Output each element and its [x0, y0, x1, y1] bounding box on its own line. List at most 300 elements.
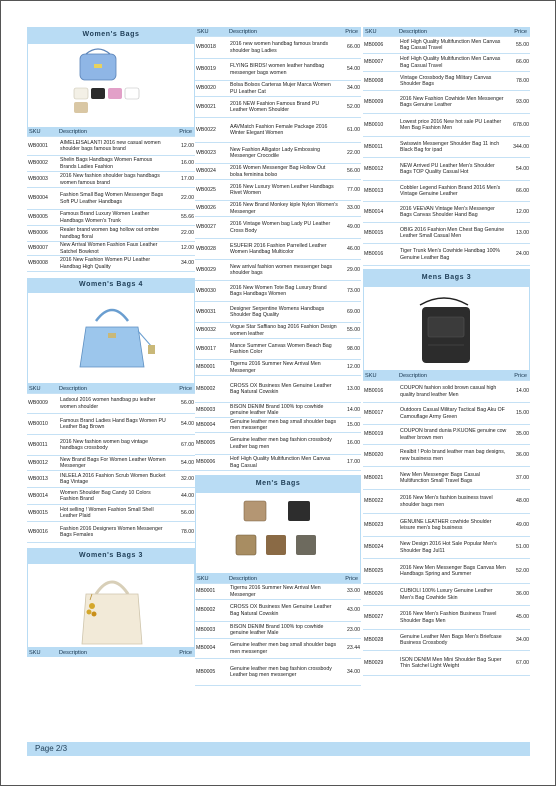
- table-header: [27, 384, 195, 393]
- sku-cell: MB0001: [195, 584, 229, 600]
- table-row: [363, 467, 530, 490]
- description-cell: AAVMatch Fashion Female Package 2016 Winter Elegant Women: [229, 118, 339, 143]
- sku-cell: MB0014: [363, 202, 399, 223]
- sku-header: SKU: [365, 372, 377, 379]
- table-row: [27, 256, 195, 272]
- sku-cell: WB0020: [195, 81, 229, 97]
- description-cell: Vintage Crossbody Bag Military Canvas Shoulder Bags: [399, 72, 508, 91]
- price-cell: 67.00: [508, 651, 530, 676]
- price-cell: 54.00: [171, 456, 195, 471]
- table-header: [363, 371, 530, 380]
- sku-cell: WB0013: [27, 471, 59, 488]
- sku-cell: MB0003: [195, 622, 229, 639]
- description-cell: Genuine leather men bag small shoulder bags men messenger: [229, 418, 339, 433]
- sku-cell: MB0026: [363, 584, 399, 606]
- rows-mens-bags-3: [363, 381, 530, 676]
- section-title-women-bags: Women's Bags: [27, 27, 195, 43]
- description-cell: Famous Brand Ladies Hand Bags Women PU Leather Bag Brown: [59, 414, 171, 435]
- price-cell: 56.00: [171, 394, 195, 414]
- page-footer: [27, 742, 530, 756]
- description-cell: AIMELEISALANTI 2016 new casual women shoulder bags famous brand: [59, 137, 171, 156]
- rows-women-bags-4: [27, 394, 195, 543]
- price-header: Price: [514, 28, 527, 35]
- description-cell: 2016 Women Messenger Bag Hollow Out bolsa feminina bolso: [229, 164, 339, 180]
- price-cell: 52.00: [339, 97, 361, 118]
- description-header: Description: [59, 385, 87, 392]
- sku-cell: MB0008: [363, 72, 399, 91]
- price-cell: 44.00: [171, 488, 195, 505]
- sku-cell: WB0028: [195, 239, 229, 260]
- description-cell: CUBIOLI 100% Luxury Genuine Leather Men's Bag Cowhide Skin: [399, 584, 508, 606]
- table-row: [27, 394, 195, 414]
- description-cell: Hot! High Quality Multifunction Men Canvas Bag Casual: [229, 455, 339, 471]
- description-cell: Tigernu 2016 Summer New Arrival Men Messenger: [229, 584, 339, 600]
- description-header: Description: [229, 28, 257, 35]
- table-row: [363, 54, 530, 72]
- description-cell: 2016 New Women Tote Bag Luxury Brand Bags Handbags Women: [229, 281, 339, 302]
- product-photo-women-bags: [27, 43, 195, 128]
- description-cell: Cobbler Legend Fashion Brand 2016 Men's Vintage Genuine Leather: [399, 181, 508, 202]
- price-cell: 15.00: [339, 418, 361, 433]
- price-cell: 33.00: [339, 584, 361, 600]
- description-cell: Realer brand women bag hollow out ombre handbag floral: [59, 226, 171, 242]
- sku-header: SKU: [197, 28, 209, 35]
- table-row: [195, 339, 361, 360]
- table-row: [195, 360, 361, 376]
- price-cell: 22.00: [339, 143, 361, 164]
- sku-cell: MB0002: [195, 376, 229, 403]
- sku-cell: MB0010: [363, 114, 399, 137]
- description-cell: Genuine leather men bag fashion crossbody Leather bag men: [229, 433, 339, 455]
- price-cell: 43.00: [339, 600, 361, 622]
- description-cell: Women Shoulder Bag Candy 10 Colors Fashion Brand: [59, 488, 171, 505]
- price-cell: 55.66: [171, 210, 195, 226]
- description-cell: New Fashion Alligator Lady Embossing Messenger Crocodile: [229, 143, 339, 164]
- description-cell: Lowest price 2016 New hot sale PU Leather Men Bag Fashion Men: [399, 114, 508, 137]
- sku-cell: WB0007: [27, 242, 59, 256]
- description-cell: Shelin Bags Handbags Women Famous Brands Ladies Fashion: [59, 156, 171, 172]
- table-row: [363, 403, 530, 425]
- price-cell: 37.00: [508, 467, 530, 490]
- price-cell: 12.00: [508, 202, 530, 223]
- table-row: [27, 242, 195, 256]
- price-cell: 78.00: [508, 72, 530, 91]
- price-cell: 66.00: [508, 181, 530, 202]
- description-cell: Realbit ! Polo brand leather man bag designs, new business men: [399, 445, 508, 467]
- table-row: [363, 630, 530, 651]
- sku-cell: MB0009: [363, 91, 399, 114]
- table-mens-bags: [195, 583, 361, 686]
- sku-cell: WB0017: [195, 339, 229, 360]
- price-cell: 54.00: [171, 414, 195, 435]
- description-header: Description: [399, 28, 427, 35]
- sku-cell: MB0022: [363, 490, 399, 514]
- table-row: [363, 114, 530, 137]
- description-cell: New Arrival Women Fashion Faux Leather Satchel Bowknot: [59, 242, 171, 256]
- sku-cell: WB0011: [27, 435, 59, 456]
- sku-cell: MB0002: [195, 600, 229, 622]
- section-title-mens-bags-3: Mens Bags 3: [363, 269, 530, 286]
- description-cell: NEW Arrived PU Leather Men's Shoulder Bags TOP Quality Casual Hot: [399, 158, 508, 181]
- sku-cell: WB0018: [195, 37, 229, 59]
- price-cell: 51.00: [508, 537, 530, 559]
- description-cell: 2016 New Men's fashion business travel shoulder bags men: [399, 490, 508, 514]
- description-cell: Vogue Star Saffiano bag 2016 Fashion Design women leather: [229, 323, 339, 339]
- price-cell: 56.00: [171, 505, 195, 522]
- price-cell: 29.00: [339, 260, 361, 281]
- column-1: [27, 27, 195, 657]
- section-title-women-bags-4: Women's Bags 4: [27, 278, 195, 292]
- description-cell: Designer Serpentine Womens Handbags Shoulder Bag Quality: [229, 302, 339, 323]
- sku-cell: MB0027: [363, 606, 399, 630]
- table-row: [195, 239, 361, 260]
- price-cell: 77.00: [339, 180, 361, 201]
- price-cell: 66.00: [508, 54, 530, 72]
- price-cell: 55.00: [508, 37, 530, 54]
- table-row: [195, 260, 361, 281]
- price-cell: 678.00: [508, 114, 530, 137]
- description-header: Description: [399, 372, 427, 379]
- table-row: [195, 622, 361, 639]
- section-title-mens-bags: Men's Bags: [195, 475, 361, 492]
- price-cell: 17.00: [339, 455, 361, 471]
- description-cell: Hot selling ! Women Fashion Small Shell Leather Plaid: [59, 505, 171, 522]
- table-row: [195, 180, 361, 201]
- description-cell: Bolsa Bolsos Carteras Mujer Marca Women PU Leather Cat: [229, 81, 339, 97]
- rows-mens-bags: [195, 584, 361, 686]
- table-row: [195, 281, 361, 302]
- description-cell: Genuine leather men bag fashion crossbody Leather bag men messenger: [229, 659, 339, 686]
- sku-cell: MB0003: [195, 403, 229, 418]
- description-header: Description: [229, 575, 257, 582]
- price-header: Price: [179, 129, 192, 135]
- table-row: [363, 158, 530, 181]
- table-row: [27, 137, 195, 156]
- table-row: [195, 418, 361, 433]
- description-cell: 2016 New Brand Monkey kiple Nylon Women's Messenger: [230, 202, 338, 215]
- description-cell: Fashion 2016 Designers Women Messenger Bags Females: [59, 522, 171, 543]
- price-cell: 23.44: [339, 639, 361, 659]
- sku-cell: WB0029: [195, 260, 229, 281]
- price-cell: 55.00: [339, 323, 361, 339]
- table-row: [27, 188, 195, 210]
- table-row: [363, 584, 530, 606]
- table-row: [363, 137, 530, 158]
- sku-cell: MB0023: [363, 514, 399, 537]
- description-cell: 2016 new women handbag famous brands shoulder bag Ladies: [229, 37, 339, 59]
- description-cell: COUPON brand dunia P.KUONE genuine cow leather brown men: [399, 425, 508, 445]
- price-cell: 34.00: [339, 659, 361, 686]
- sku-cell: WB0010: [27, 414, 59, 435]
- table-row: [363, 559, 530, 584]
- sku-cell: MB0028: [363, 630, 399, 651]
- sku-cell: WB0014: [27, 488, 59, 505]
- price-cell: 15.00: [508, 403, 530, 425]
- sku-cell: WB0009: [27, 394, 59, 414]
- sku-header: SKU: [197, 575, 209, 582]
- sku-cell: WB0004: [27, 188, 59, 210]
- price-cell: 17.00: [171, 172, 195, 188]
- table-row: [27, 522, 195, 543]
- table-row: [195, 600, 361, 622]
- sku-cell: WB0021: [195, 97, 229, 118]
- sku-cell: MB0006: [363, 37, 399, 54]
- price-cell: 36.00: [508, 445, 530, 467]
- table-header: [363, 27, 530, 36]
- description-cell: Mance Summer Canvas Women Beach Bag Fashion Color: [229, 339, 339, 360]
- sku-cell: MB0006: [195, 455, 229, 471]
- table-row: [195, 217, 361, 239]
- description-cell: Tiger Trunk Men's Cowhide Handbag 100% Genuine Leather Bag: [399, 244, 508, 266]
- table-row: [195, 59, 361, 81]
- sku-cell: MB0019: [363, 425, 399, 445]
- description-cell: BISON DENIM Brand 100% top cowhide genuine leather Male: [229, 403, 339, 418]
- table-row: [363, 181, 530, 202]
- table-row: [27, 488, 195, 505]
- description-cell: 2016 New Fashion Cowhide Men Messenger Bags Genuine Leather: [399, 91, 508, 114]
- table-row: [195, 97, 361, 118]
- price-header: Price: [179, 385, 192, 392]
- table-row: [27, 435, 195, 456]
- table-row: [195, 403, 361, 418]
- price-cell: 93.00: [508, 91, 530, 114]
- price-cell: 12.00: [339, 360, 361, 376]
- table-mens-bags-3: [363, 380, 530, 676]
- price-cell: 49.00: [339, 217, 361, 239]
- description-cell: FLYING BIRDS! women leather handbag messenger bags women: [229, 59, 339, 81]
- sku-cell: WB0012: [27, 456, 59, 471]
- table-women-bags: [27, 136, 195, 272]
- table-row: [27, 456, 195, 471]
- table-row: [27, 505, 195, 522]
- price-cell: 13.00: [508, 223, 530, 244]
- sku-cell: WB0008: [27, 256, 59, 272]
- table-row: [27, 156, 195, 172]
- table-row: [195, 302, 361, 323]
- price-cell: 12.00: [171, 242, 195, 256]
- price-cell: 45.00: [508, 606, 530, 630]
- price-cell: 56.00: [339, 164, 361, 180]
- table-row: [195, 37, 361, 59]
- price-cell: 344.00: [508, 137, 530, 158]
- price-cell: 16.00: [339, 433, 361, 455]
- sku-cell: MB0024: [363, 537, 399, 559]
- price-cell: 24.00: [508, 244, 530, 266]
- table-row: [195, 201, 361, 217]
- table-row: [363, 202, 530, 223]
- table-row: [363, 425, 530, 445]
- sku-cell: MB0004: [195, 418, 229, 433]
- table-row: [195, 143, 361, 164]
- description-cell: Outdoors Casual Military Tactical Bag Aku OF Camouflage Army Green: [399, 403, 508, 425]
- description-cell: Famous Brand Luxury Women Leather Handbags Women's Trunk: [59, 210, 171, 226]
- rows-col2-a: [195, 37, 361, 471]
- description-cell: BISON DENIM Brand 100% top cowhide genuine leather Male: [229, 622, 339, 639]
- sku-cell: WB0019: [195, 59, 229, 81]
- price-cell: 61.00: [339, 118, 361, 143]
- table-row: [27, 210, 195, 226]
- sku-cell: WB0027: [195, 217, 229, 239]
- table-row: [363, 606, 530, 630]
- description-cell: 2016 New Men's Fashion Business Travel Shoulder Bags Men: [399, 606, 508, 630]
- price-cell: 52.00: [508, 559, 530, 584]
- price-cell: 34.00: [508, 630, 530, 651]
- price-cell: 67.00: [171, 435, 195, 456]
- product-photo-mens-bags: [195, 492, 361, 574]
- rows-col3-a: [363, 37, 530, 266]
- price-cell: 13.00: [339, 376, 361, 403]
- price-cell: 46.00: [339, 239, 361, 260]
- table-row: [195, 659, 361, 686]
- table-row: [195, 323, 361, 339]
- description-cell: Hot! High Quality Multifunction Men Canvas Bag Casual Travel: [399, 37, 508, 54]
- price-cell: 66.00: [339, 37, 361, 59]
- table-row: [195, 584, 361, 600]
- table-row: [195, 81, 361, 97]
- description-cell: 2016 NEW Fashion Famous Brand PU Leather Women Shoulder: [229, 97, 339, 118]
- description-cell: Genuine leather men bag small shoulder bags men messenger: [229, 639, 339, 659]
- sku-cell: MB0025: [363, 559, 399, 584]
- price-cell: 22.00: [171, 188, 195, 210]
- price-cell: 16.00: [171, 156, 195, 172]
- description-cell: Hot! High Quality Multifunction Men Canvas Bag Casual Travel: [399, 54, 508, 72]
- description-cell: 2016 New Men Messenger Bags Canvas Men Handbags Spring and Summer: [399, 559, 508, 584]
- sku-cell: WB0006: [27, 226, 59, 242]
- sku-cell: WB0002: [27, 156, 59, 172]
- table-row: [363, 490, 530, 514]
- sku-cell: WB0032: [195, 323, 229, 339]
- sku-cell: WB0016: [27, 522, 59, 543]
- table-row: [363, 445, 530, 467]
- price-header: Price: [345, 28, 358, 35]
- sku-header: SKU: [29, 385, 41, 392]
- sku-cell: WB0022: [195, 118, 229, 143]
- table-row: [363, 537, 530, 559]
- price-cell: 12.00: [171, 137, 195, 156]
- price-cell: 54.00: [339, 59, 361, 81]
- table-women-bags-4: [27, 393, 195, 543]
- table-row: [195, 433, 361, 455]
- description-header: Description: [59, 129, 87, 135]
- sku-cell: MB0029: [363, 651, 399, 676]
- table-mens-bags-continued: [363, 36, 530, 266]
- sku-header: SKU: [29, 129, 41, 135]
- sku-cell: MB0005: [195, 433, 229, 455]
- table-row: [27, 172, 195, 188]
- description-cell: New Men Messenger Bags Casual Multifunction Small Travel Bags: [399, 467, 508, 490]
- table-row: [363, 91, 530, 114]
- description-cell: 2016 Vintage Women bag Lady PU Leather Cross Body: [229, 217, 339, 239]
- description-cell: OBIG 2016 Fashion Men Chest Bag Genuine Leather Small Casual Men: [399, 223, 508, 244]
- description-cell: 2016 New Fashion Women PU Leather Handbag High Quality: [59, 256, 171, 272]
- table-header: [27, 128, 195, 136]
- sku-header: SKU: [29, 649, 41, 656]
- price-cell: 36.00: [508, 584, 530, 606]
- table-row: [363, 651, 530, 676]
- table-row: [363, 381, 530, 403]
- table-row: [27, 471, 195, 488]
- table-row: [27, 414, 195, 435]
- sku-cell: MB0011: [363, 137, 399, 158]
- sku-cell: WB0025: [195, 180, 229, 201]
- price-cell: 69.00: [339, 302, 361, 323]
- sku-cell: MB0016: [363, 381, 399, 403]
- price-cell: 98.00: [339, 339, 361, 360]
- column-3: [363, 27, 530, 676]
- description-cell: Swisswin Messenger Shoulder Bag 11 inch Black Bag for ipad: [399, 137, 508, 158]
- description-cell: 2016 New fashion women bag vintage handbags crossbody: [59, 435, 171, 456]
- section-title-women-bags-3: Women's Bags 3: [27, 548, 195, 563]
- sku-cell: MB0012: [363, 158, 399, 181]
- sku-cell: MB0005: [195, 659, 229, 686]
- description-cell: Fashion Small Bag Women Messenger Bags Soft PU Leather Handbags: [59, 188, 171, 210]
- description-header: Description: [59, 649, 87, 656]
- description-cell: ISON DENIM Men Mini Shoulder Bag Super Thin Satchel Light Weight: [399, 651, 508, 676]
- page-number: Page 2/3: [35, 744, 68, 753]
- sku-cell: MB0017: [363, 403, 399, 425]
- table-row: [363, 514, 530, 537]
- price-cell: 23.00: [339, 622, 361, 639]
- product-photo-blue-handbag: [27, 292, 195, 384]
- price-cell: 32.00: [171, 471, 195, 488]
- sku-cell: WB0023: [195, 143, 229, 164]
- table-header: [195, 27, 361, 36]
- sku-cell: WB0001: [27, 137, 59, 156]
- description-cell: INLEELA 2016 Fashion Scrub Women Bucket Bag Vintage: [59, 471, 171, 488]
- sku-cell: WB0026: [195, 201, 229, 217]
- price-cell: 35.00: [508, 425, 530, 445]
- description-cell: Ladsoul 2016 women handbag pu leather women shoulder: [59, 394, 171, 414]
- price-cell: 73.00: [339, 281, 361, 302]
- sku-cell: MB0013: [363, 181, 399, 202]
- description-cell: Genuine Leather Men Bags Men's Briefcase Business Crossbody: [399, 630, 508, 651]
- description-cell: CROSS OX Business Men Genuine Leather Bag Natural Cowskin: [229, 600, 339, 622]
- product-photo-black-messenger: [363, 286, 530, 371]
- table-row: [363, 223, 530, 244]
- table-row: [195, 639, 361, 659]
- price-cell: 14.00: [339, 403, 361, 418]
- sku-cell: MB0007: [363, 54, 399, 72]
- table-row: [27, 226, 195, 242]
- description-cell: 2016 New fashion shoulder bags handbags women famous brand: [59, 172, 171, 188]
- description-cell: GENUINE LEATHER cowhide Shoulder leisure men's bag business: [399, 514, 508, 537]
- sku-cell: MB0020: [363, 445, 399, 467]
- table-row: [363, 244, 530, 266]
- price-cell: 34.00: [171, 256, 195, 272]
- column-2: [195, 27, 361, 686]
- table-header: [27, 648, 195, 657]
- sku-cell: MB0021: [363, 467, 399, 490]
- table-row: [195, 118, 361, 143]
- description-cell: New arrival fashion women messenger bags shoulder bags: [229, 260, 339, 281]
- price-cell: 22.00: [171, 226, 195, 242]
- table-row: [363, 72, 530, 91]
- sku-cell: WB0005: [27, 210, 59, 226]
- price-cell: 48.00: [508, 490, 530, 514]
- description-cell: ESUFEIR 2016 Fashion Parrelled Leather Women Handbag Multicolor: [229, 239, 339, 260]
- description-cell: 2016 VEEVAN Vintage Men's Messenger Bags Canvas Shoulder Hand Bag: [399, 202, 508, 223]
- description-cell: New Design 2016 Hot Sale Popular Men's Shoulder Bag Jul11: [399, 537, 508, 559]
- sku-cell: MB0001: [195, 360, 229, 376]
- description-cell: 2016 New Luxury Women Leather Handbags Rivet Women: [229, 180, 339, 201]
- table-row: [195, 455, 361, 471]
- sku-cell: WB0024: [195, 164, 229, 180]
- sku-cell: WB0003: [27, 172, 59, 188]
- description-cell: COUPON fashion solid brown casual high quality brand leather Men: [399, 381, 508, 403]
- sku-cell: MB0015: [363, 223, 399, 244]
- table-row: [195, 376, 361, 403]
- price-cell: 34.00: [339, 81, 361, 97]
